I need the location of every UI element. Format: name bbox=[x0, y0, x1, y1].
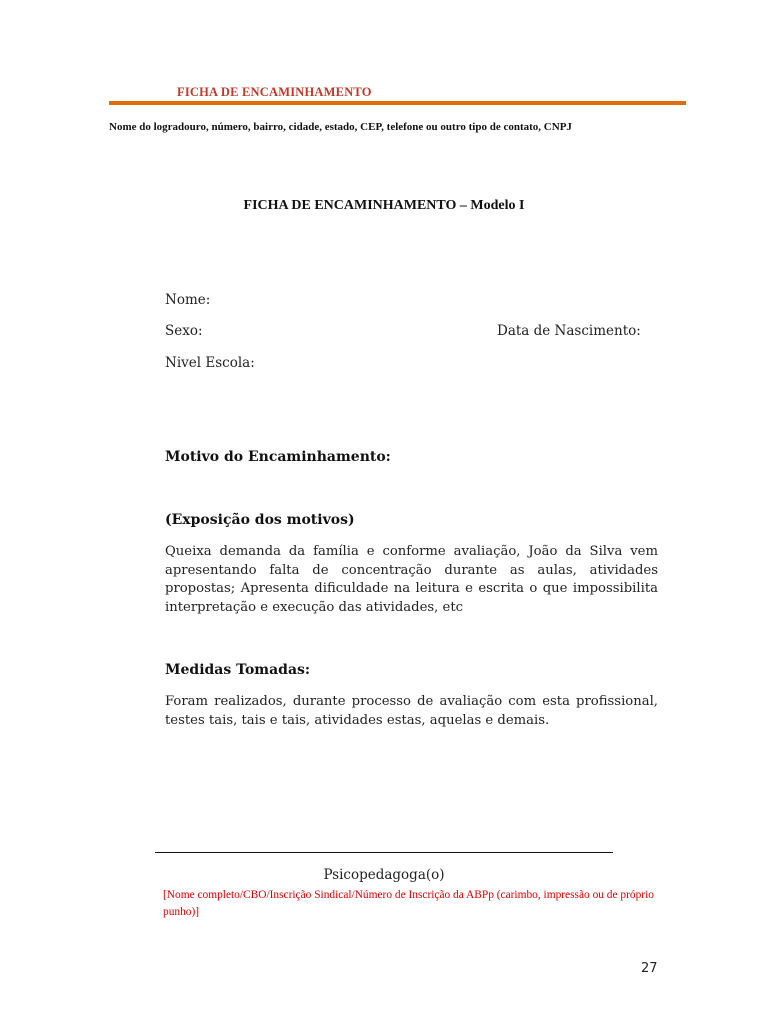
motivo-heading: Motivo do Encaminhamento: bbox=[165, 449, 391, 465]
signature-role: Psicopedagoga(o) bbox=[323, 867, 445, 883]
signature-line bbox=[155, 852, 613, 853]
signature-note: [Nome completo/CBO/Inscrição Sindical/Número de Inscrição da ABPp (carimbo, impressão ou de próprio punho)] bbox=[163, 889, 654, 918]
exposicao-paragraph: Queixa demanda da família e conforme avaliação, João da Silva vem apresentando falta de concentração durante as aulas, atividades propostas; Apresenta dificuldade na leitura e escrita o que impossibilita interpretação e execução das atividades, etc bbox=[165, 544, 658, 615]
medidas-paragraph: Foram realizados, durante processo de avaliação com esta profissional, testes tais, tais e tais, atividades estas, aquelas e demais. bbox=[165, 694, 658, 728]
page-number: 27 bbox=[641, 961, 658, 976]
document-title: FICHA DE ENCAMINHAMENTO – Modelo I bbox=[243, 198, 525, 213]
medidas-heading: Medidas Tomadas: bbox=[165, 662, 311, 678]
sexo-label: Sexo: bbox=[165, 323, 203, 339]
data-nascimento-label: Data de Nascimento: bbox=[497, 323, 641, 339]
nome-label: Nome: bbox=[165, 292, 211, 308]
header-contact-line: Nome do logradouro, número, bairro, cidade, estado, CEP, telefone ou outro tipo de contato, CNPJ bbox=[109, 121, 572, 133]
nivel-escola-label: Nivel Escola: bbox=[165, 355, 255, 371]
header-divider bbox=[109, 101, 686, 105]
exposicao-heading: (Exposição dos motivos) bbox=[165, 512, 355, 528]
header-title: FICHA DE ENCAMINHAMENTO bbox=[177, 85, 372, 99]
